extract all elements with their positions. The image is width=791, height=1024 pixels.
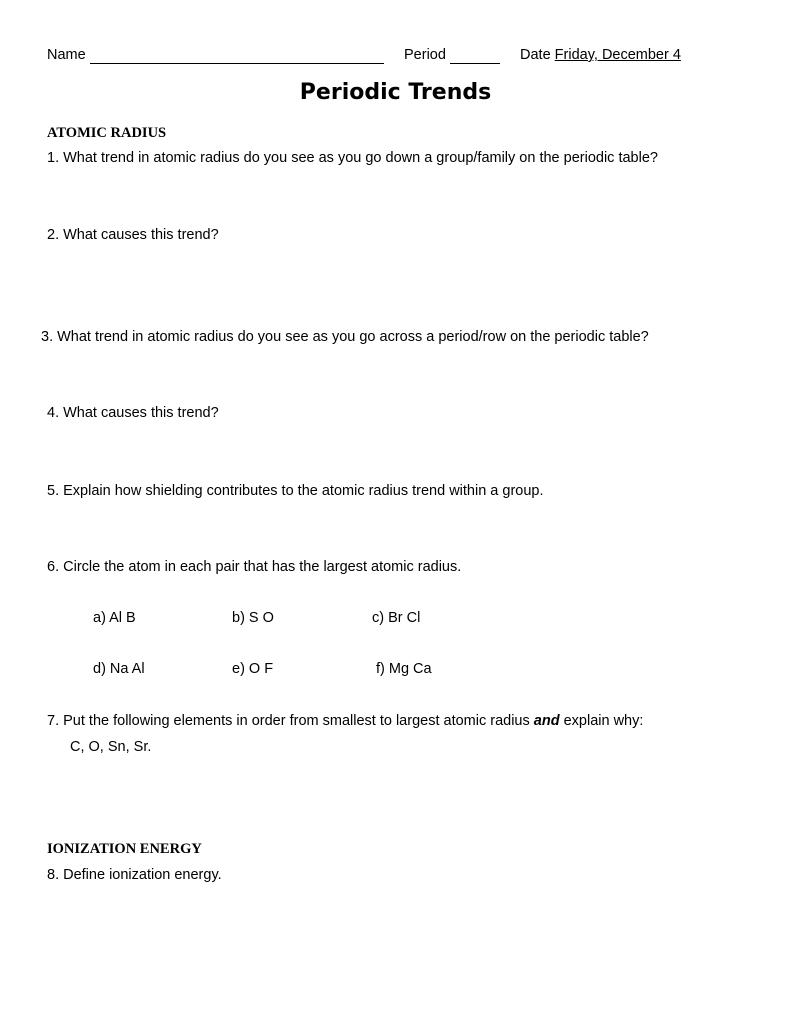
question-2: 2. What causes this trend? <box>47 227 219 243</box>
section-atomic-radius: ATOMIC RADIUS <box>47 125 167 141</box>
question-7-tail: explain why: <box>559 713 644 729</box>
name-field <box>47 48 384 64</box>
question-1: 1. What trend in atomic radius do you see as you go down a group/family on the periodic table? <box>47 150 658 166</box>
pair-c: c) Br Cl <box>372 610 421 626</box>
question-7-emphasis: and <box>533 713 560 729</box>
date-label: Date <box>520 47 551 63</box>
question-7 <box>47 714 643 729</box>
name-label: Name <box>47 47 86 63</box>
period-field <box>404 48 500 64</box>
section-ionization-energy: IONIZATION ENERGY <box>47 841 202 857</box>
question-3: 3. What trend in atomic radius do you see as you go across a period/row on the periodic table? <box>41 329 649 345</box>
date-field <box>520 48 681 63</box>
pair-e: e) O F <box>232 661 274 677</box>
page-title: Periodic Trends <box>299 80 492 105</box>
pair-d: d) Na Al <box>93 661 145 677</box>
question-7-elements: C, O, Sn, Sr. <box>70 739 152 755</box>
question-7-text: 7. Put the following elements in order from smallest to largest atomic radius <box>47 713 534 729</box>
name-blank[interactable] <box>90 48 384 64</box>
pair-f: f) Mg Ca <box>376 661 432 677</box>
question-4: 4. What causes this trend? <box>47 405 219 421</box>
pair-a: a) Al B <box>93 610 136 626</box>
question-6: 6. Circle the atom in each pair that has the largest atomic radius. <box>47 559 462 575</box>
question-8: 8. Define ionization energy. <box>47 867 222 883</box>
pair-b: b) S O <box>232 610 274 626</box>
date-value: Friday, December 4 <box>554 47 681 63</box>
period-blank[interactable] <box>450 48 500 64</box>
period-label: Period <box>404 47 446 63</box>
question-5: 5. Explain how shielding contributes to the atomic radius trend within a group. <box>47 483 544 499</box>
